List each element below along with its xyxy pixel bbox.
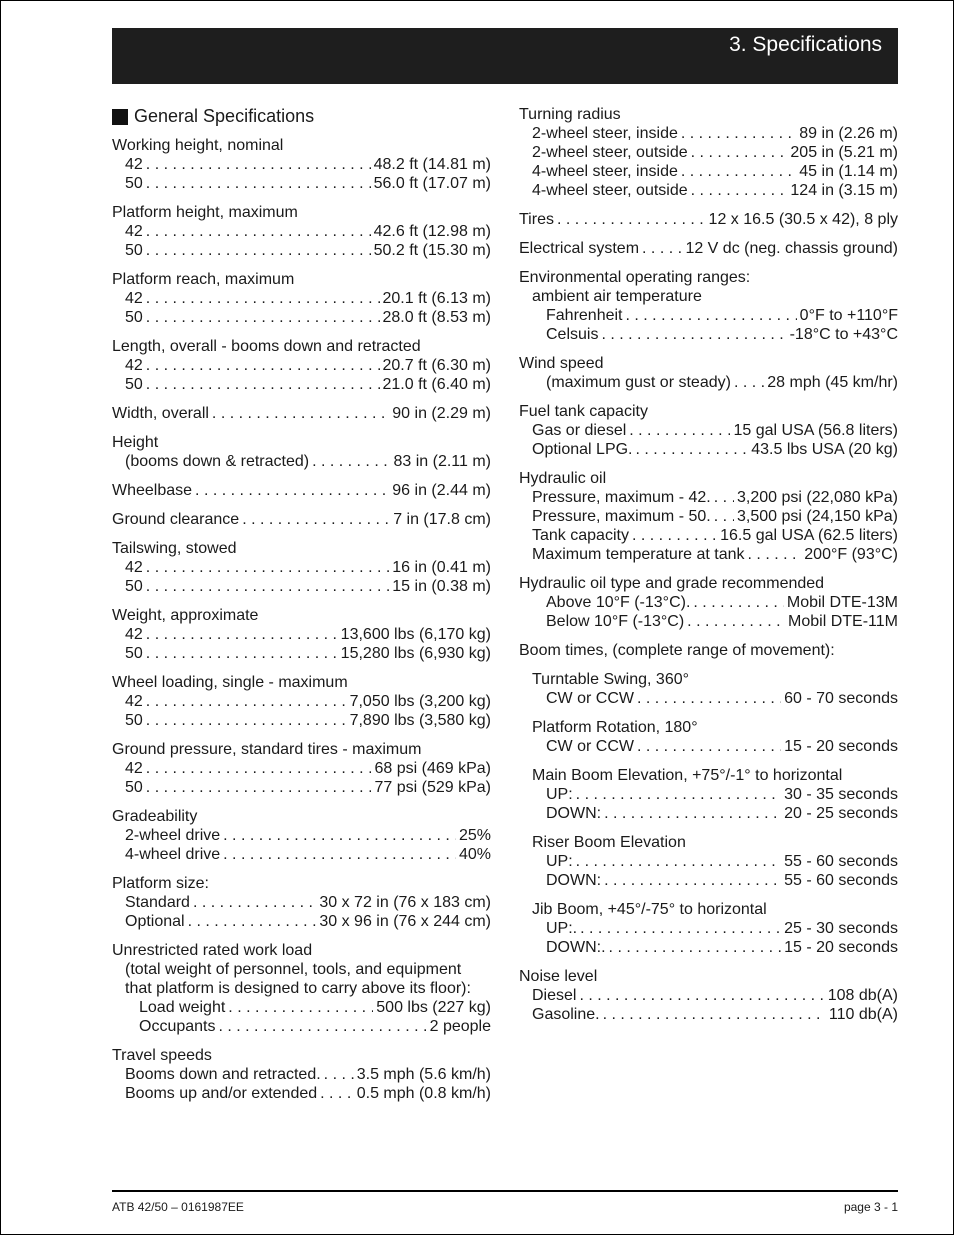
leader-dots (218, 1017, 426, 1036)
spec-row (112, 308, 491, 327)
spec-row (519, 488, 898, 507)
spec-group-tires (519, 210, 898, 229)
spec-value: 30 x 72 in (76 x 183 cm) (319, 894, 491, 911)
leader-dots (146, 692, 347, 711)
spec-label: Load weight (139, 999, 226, 1016)
spec-heading: Height (112, 434, 159, 451)
leader-dots (146, 577, 389, 596)
spec-row (519, 1005, 898, 1024)
leader-dots (146, 241, 371, 260)
boom-time-item (519, 833, 898, 890)
leader-dots (629, 421, 730, 440)
spec-label: 50 (125, 175, 143, 192)
spec-value: 42.6 ft (12.98 m) (373, 223, 491, 240)
spec-row (519, 373, 898, 392)
spec-row (112, 692, 491, 711)
spec-heading: Ground pressure, standard tires - maximum (112, 741, 422, 758)
spec-row (112, 1065, 491, 1084)
spec-label: Gasoline. (532, 1006, 600, 1023)
spec-row (519, 143, 898, 162)
spec-value: 30 x 96 in (76 x 244 cm) (319, 913, 491, 930)
spec-note: (total weight of personnel, tools, and equipment (125, 961, 462, 978)
footer-page-number: page 3 - 1 (843, 1200, 898, 1214)
spec-label: 42 (125, 290, 143, 307)
spec-row (112, 510, 491, 529)
leader-dots (146, 711, 347, 730)
spec-value: 205 in (5.21 m) (790, 144, 898, 161)
spec-group-travel (112, 1046, 491, 1103)
spec-heading: Wind speed (519, 355, 604, 372)
spec-group (112, 807, 491, 864)
spec-note: that platform is designed to carry above its floor): (125, 980, 471, 997)
spec-label: Ground clearance (112, 511, 240, 528)
spec-label: 50 (125, 309, 143, 326)
spec-heading: Hydraulic oil type and grade recommended (519, 575, 825, 592)
spec-groups (112, 136, 491, 931)
spec-group (112, 404, 491, 423)
spec-group (112, 270, 491, 327)
leader-dots (580, 919, 781, 938)
spec-label: Celsuis (546, 326, 599, 343)
spec-heading: Turning radius (519, 106, 621, 123)
spec-row (519, 785, 898, 804)
spec-group-wind (519, 354, 898, 392)
spec-value: 110 db(A) (828, 1006, 898, 1023)
spec-group (112, 136, 491, 193)
spec-row (112, 558, 491, 577)
leader-dots (748, 545, 802, 564)
spec-label: Below 10°F (-13°C) (546, 613, 685, 630)
spec-row (519, 545, 898, 564)
spec-label: 42 (125, 760, 143, 777)
spec-label: 50 (125, 779, 143, 796)
spec-row (112, 222, 491, 241)
spec-label: UP:. (546, 920, 578, 937)
leader-dots (604, 804, 781, 823)
spec-row (519, 507, 898, 526)
leader-dots (609, 938, 782, 957)
spec-value: 15,280 lbs (6,930 kg) (340, 645, 491, 662)
spec-value: 7 in (17.8 cm) (393, 511, 491, 528)
spec-heading: Tailswing, stowed (112, 540, 237, 557)
spec-value: 15 in (0.38 m) (392, 578, 491, 595)
leader-dots (146, 759, 372, 778)
spec-row (112, 759, 491, 778)
spec-heading: Boom times, (complete range of movement): (519, 642, 835, 659)
spec-value: 7,890 lbs (3,580 kg) (349, 712, 491, 729)
spec-label: 50 (125, 712, 143, 729)
leader-dots (693, 593, 783, 612)
spec-value: 15 - 20 seconds (784, 738, 898, 755)
leader-dots (576, 852, 781, 871)
spec-heading: Gradeability (112, 808, 198, 825)
spec-value: 90 in (2.29 m) (392, 405, 491, 422)
spec-heading: Noise level (519, 968, 598, 985)
spec-group (112, 337, 491, 394)
spec-label: 42 (125, 357, 143, 374)
spec-row (519, 526, 898, 545)
spec-row (519, 986, 898, 1005)
spec-label: 42 (125, 223, 143, 240)
spec-value: 40% (458, 846, 491, 863)
square-bullet-icon (112, 109, 128, 125)
spec-label: Booms down and retracted. (125, 1066, 321, 1083)
spec-row (519, 689, 898, 708)
leader-dots (642, 239, 682, 258)
spec-value: 15 - 20 seconds (784, 939, 898, 956)
spec-value: 20.1 ft (6.13 m) (382, 290, 491, 307)
spec-row (112, 625, 491, 644)
spec-subheading: ambient air temperature (532, 288, 702, 305)
spec-group-workload (112, 941, 491, 1036)
spec-group-turning (519, 105, 898, 200)
footer-rule (112, 1190, 898, 1192)
leader-dots (146, 289, 380, 308)
leader-dots (637, 737, 781, 756)
leader-dots (604, 871, 781, 890)
spec-row (112, 481, 491, 500)
boom-time-item (519, 670, 898, 708)
spec-value: 3.5 mph (5.6 km/h) (356, 1066, 491, 1083)
spec-heading: Hydraulic oil (519, 470, 607, 487)
spec-row (112, 404, 491, 423)
spec-value: -18°C to +43°C (789, 326, 898, 343)
leader-dots (146, 308, 380, 327)
boom-time-item (519, 766, 898, 823)
spec-row (112, 711, 491, 730)
leader-dots (681, 124, 796, 143)
spec-subheading: Jib Boom, +45°/-75° to horizontal (532, 901, 767, 918)
leader-dots (632, 526, 717, 545)
spec-row (519, 938, 898, 957)
leader-dots (193, 893, 316, 912)
leader-dots (714, 507, 734, 526)
spec-value: 83 in (2.11 m) (393, 453, 491, 470)
spec-row (519, 306, 898, 325)
spec-label: DOWN: (546, 805, 602, 822)
spec-group-fuel (519, 402, 898, 459)
leader-dots (146, 155, 371, 174)
spec-row (112, 241, 491, 260)
leader-dots (601, 325, 786, 344)
left-column (112, 105, 491, 1113)
leader-dots (195, 481, 389, 500)
spec-row (519, 325, 898, 344)
spec-value: 56.0 ft (17.07 m) (373, 175, 491, 192)
spec-heading: Weight, approximate (112, 607, 259, 624)
spec-heading: Platform size: (112, 875, 209, 892)
spec-value: 20.7 ft (6.30 m) (382, 357, 491, 374)
spec-value: 3,200 psi (22,080 kPa) (737, 489, 898, 506)
leader-dots (324, 1065, 354, 1084)
spec-label: Optional LPG. (532, 441, 633, 458)
spec-row (519, 162, 898, 181)
spec-group (112, 606, 491, 663)
spec-value: 0.5 mph (0.8 km/h) (356, 1085, 491, 1102)
leader-dots (146, 174, 371, 193)
spec-heading: Platform reach, maximum (112, 271, 295, 288)
boom-time-item (519, 718, 898, 756)
spec-label: 42 (125, 156, 143, 173)
spec-value: 21.0 ft (6.40 m) (382, 376, 491, 393)
section-title: General Specifications (134, 106, 315, 126)
spec-value: 500 lbs (227 kg) (376, 999, 491, 1016)
spec-label: 2-wheel steer, inside (532, 125, 678, 142)
spec-subheading: Riser Boom Elevation (532, 834, 686, 851)
spec-value: 13,600 lbs (6,170 kg) (340, 626, 491, 643)
spec-value: 89 in (2.26 m) (799, 125, 898, 142)
spec-label: Standard (125, 894, 190, 911)
spec-row (519, 239, 898, 258)
spec-group-electrical (519, 239, 898, 258)
spec-subheading: Main Boom Elevation, +75°/-1° to horizontal (532, 767, 843, 784)
spec-subheading: Platform Rotation, 180° (532, 719, 698, 736)
spec-value: 45 in (1.14 m) (799, 163, 898, 180)
leader-dots (576, 785, 781, 804)
spec-group (112, 740, 491, 797)
spec-value: 55 - 60 seconds (784, 872, 898, 889)
spec-row (112, 845, 491, 864)
leader-dots (242, 510, 390, 529)
section-heading (112, 107, 491, 126)
spec-value: 16.5 gal USA (62.5 liters) (720, 527, 898, 544)
spec-label: Diesel (532, 987, 577, 1004)
leader-dots (691, 181, 788, 200)
spec-heading: Travel speeds (112, 1047, 212, 1064)
spec-row (112, 452, 491, 471)
spec-value: 43.5 lbs USA (20 kg) (751, 441, 898, 458)
spec-value: 28.0 ft (8.53 m) (382, 309, 491, 326)
spec-value: 15 gal USA (56.8 liters) (733, 422, 898, 439)
spec-value: 3,500 psi (24,150 kPa) (737, 508, 898, 525)
spec-label: DOWN: (546, 872, 602, 889)
leader-dots (714, 488, 734, 507)
spec-row (112, 289, 491, 308)
spec-value: 200°F (93°C) (804, 546, 898, 563)
leader-dots (223, 845, 456, 864)
spec-group-hydraulic (519, 469, 898, 564)
leader-dots (146, 356, 380, 375)
spec-value: 16 in (0.41 m) (392, 559, 491, 576)
leader-dots (557, 210, 706, 229)
spec-row (112, 577, 491, 596)
spec-label: Tires (519, 211, 554, 228)
spec-value: Mobil DTE-13M (786, 594, 898, 611)
spec-label: 2-wheel steer, outside (532, 144, 688, 161)
boom-time-item (519, 900, 898, 957)
spec-heading: Length, overall - booms down and retracted (112, 338, 421, 355)
spec-label: Wheelbase (112, 482, 193, 499)
spec-value: 25 - 30 seconds (784, 920, 898, 937)
spec-label: Tank capacity (532, 527, 629, 544)
spec-value: 96 in (2.44 m) (392, 482, 491, 499)
spec-row (519, 871, 898, 890)
spec-row (519, 852, 898, 871)
spec-group (112, 510, 491, 529)
spec-subheading: Turntable Swing, 360° (532, 671, 690, 688)
spec-row (112, 1017, 491, 1036)
leader-dots (146, 644, 338, 663)
spec-value: 124 in (3.15 m) (790, 182, 898, 199)
spec-row (112, 155, 491, 174)
leader-dots (228, 998, 373, 1017)
spec-label: Optional (125, 913, 185, 930)
spec-row (112, 174, 491, 193)
spec-label: (booms down & retracted) (125, 453, 310, 470)
spec-group (112, 874, 491, 931)
spec-value: 50.2 ft (15.30 m) (373, 242, 491, 259)
spec-label: Booms up and/or extended (125, 1085, 318, 1102)
spec-row (112, 893, 491, 912)
spec-row (519, 421, 898, 440)
spec-value: 28 mph (45 km/hr) (767, 374, 898, 391)
spec-value: 0°F to +110°F (799, 307, 898, 324)
leader-dots (223, 826, 456, 845)
spec-group (112, 433, 491, 471)
spec-heading: Environmental operating ranges: (519, 269, 751, 286)
spec-group-boom-times (519, 641, 898, 957)
spec-row (112, 826, 491, 845)
spec-value: 68 psi (469 kPa) (374, 760, 491, 777)
spec-row (519, 593, 898, 612)
spec-value: 7,050 lbs (3,200 kg) (349, 693, 491, 710)
spec-label: 50 (125, 645, 143, 662)
spec-heading: Fuel tank capacity (519, 403, 648, 420)
spec-row (519, 919, 898, 938)
spec-value: 12 x 16.5 (30.5 x 42), 8 ply (708, 211, 898, 228)
spec-row (112, 778, 491, 797)
spec-label: UP: (546, 786, 573, 803)
spec-label: Electrical system (519, 240, 640, 257)
spec-label: UP: (546, 853, 573, 870)
spec-value: 77 psi (529 kPa) (374, 779, 491, 796)
leader-dots (636, 440, 749, 459)
leader-dots (188, 912, 317, 931)
spec-label: Fahrenheit (546, 307, 623, 324)
spec-row (519, 804, 898, 823)
spec-label: 42 (125, 693, 143, 710)
spec-label: Gas or diesel (532, 422, 627, 439)
spec-label: Maximum temperature at tank (532, 546, 745, 563)
leader-dots (637, 689, 781, 708)
spec-label: CW or CCW (546, 738, 634, 755)
spec-value: 20 - 25 seconds (784, 805, 898, 822)
spec-label: Occupants (139, 1018, 216, 1035)
spec-group-noise (519, 967, 898, 1024)
leader-dots (146, 375, 380, 394)
header-bar (112, 28, 898, 84)
spec-label: CW or CCW (546, 690, 634, 707)
spec-value: 12 V dc (neg. chassis ground) (685, 240, 898, 257)
spec-row (519, 181, 898, 200)
leader-dots (212, 404, 389, 423)
leader-dots (579, 986, 824, 1005)
spec-group (112, 539, 491, 596)
spec-label: 42 (125, 626, 143, 643)
spec-value: 108 db(A) (827, 987, 898, 1004)
spec-row (519, 440, 898, 459)
leader-dots (687, 612, 785, 631)
spec-heading: Wheel loading, single - maximum (112, 674, 348, 691)
spec-value: 25% (458, 827, 491, 844)
page-title: 3. Specifications (729, 33, 882, 56)
spec-value: 30 - 35 seconds (784, 786, 898, 803)
leader-dots (734, 373, 764, 392)
leader-dots (691, 143, 788, 162)
leader-dots (146, 778, 372, 797)
spec-group (112, 673, 491, 730)
spec-value: 2 people (429, 1018, 491, 1035)
spec-value: 48.2 ft (14.81 m) (373, 156, 491, 173)
spec-label: 50 (125, 242, 143, 259)
spec-row (519, 124, 898, 143)
spec-label: 4-wheel steer, outside (532, 182, 688, 199)
spec-row (112, 998, 491, 1017)
spec-label: Pressure, maximum - 42. (532, 489, 711, 506)
spec-row (112, 1084, 491, 1103)
spec-label: 50 (125, 376, 143, 393)
spec-label: Pressure, maximum - 50. (532, 508, 711, 525)
spec-value: Mobil DTE-11M (788, 613, 898, 630)
right-column (519, 105, 898, 1034)
spec-row (112, 912, 491, 931)
spec-label: 42 (125, 559, 143, 576)
leader-dots (320, 1084, 354, 1103)
spec-row (519, 737, 898, 756)
spec-heading: Platform height, maximum (112, 204, 298, 221)
spec-value: 55 - 60 seconds (784, 853, 898, 870)
spec-label: Above 10°F (-13°C). (546, 594, 691, 611)
spec-row (112, 375, 491, 394)
spec-row (519, 210, 898, 229)
leader-dots (681, 162, 796, 181)
spec-label: 2-wheel drive (125, 827, 221, 844)
spec-label: 4-wheel steer, inside (532, 163, 678, 180)
leader-dots (146, 558, 389, 577)
spec-label: Width, overall (112, 405, 209, 422)
spec-row (112, 356, 491, 375)
spec-row (519, 612, 898, 631)
spec-heading: Working height, nominal (112, 137, 284, 154)
spec-label: DOWN:. (546, 939, 606, 956)
leader-dots (603, 1005, 826, 1024)
spec-label: 50 (125, 578, 143, 595)
leader-dots (626, 306, 797, 325)
leader-dots (312, 452, 390, 471)
spec-label: (maximum gust or steady) (546, 374, 731, 391)
spec-group-environment (519, 268, 898, 344)
footer-doc-id: ATB 42/50 – 0161987EE (112, 1200, 244, 1214)
spec-group-oil-type (519, 574, 898, 631)
spec-group (112, 203, 491, 260)
spec-value: 60 - 70 seconds (784, 690, 898, 707)
leader-dots (146, 625, 338, 644)
spec-group (112, 481, 491, 500)
leader-dots (146, 222, 371, 241)
spec-row (112, 644, 491, 663)
spec-label: 4-wheel drive (125, 846, 221, 863)
spec-heading: Unrestricted rated work load (112, 942, 313, 959)
